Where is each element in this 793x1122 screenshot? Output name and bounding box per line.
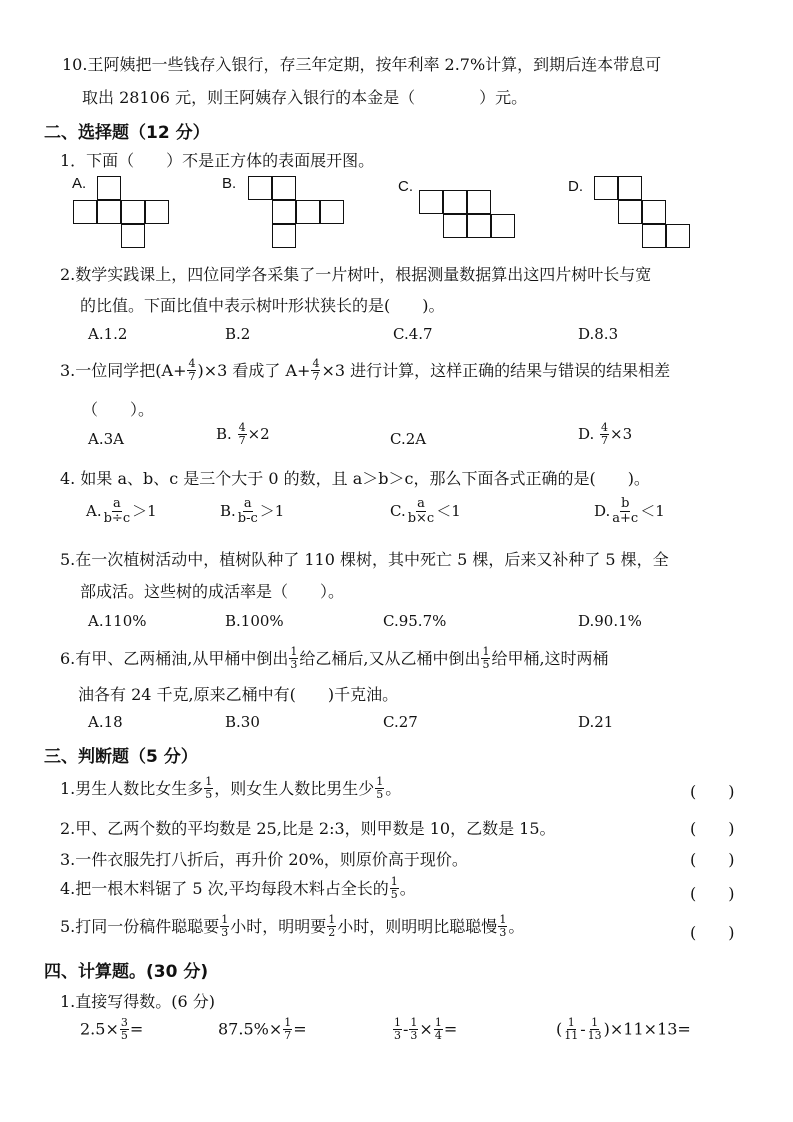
- s2-q6-opt-a: A.18: [88, 713, 123, 731]
- net-c-label: C.: [398, 178, 413, 195]
- s2-q2-opt-b: B.2: [225, 325, 251, 343]
- q10-line2: 取出 28106 元，则王阿姨存入银行的本金是（ ）元。: [82, 88, 528, 107]
- s2-q5-line1: 5.在一次植树活动中，植树队种了 110 棵树，其中死亡 5 棵，后来又补种了 5 棵，全: [60, 550, 669, 569]
- s2-q4-opt-d: D. $\frac{b}{a+c}$ ＜1: [594, 496, 665, 526]
- s2-q4-opt-c: C. $\frac{a}{b\times c}$ ＜1: [390, 496, 461, 526]
- s3-q5: 5.打同一份稿件聪聪要 $\frac{1}{3}$ 小时，明明要 $\frac{1}{2}$ 小时，则明明比聪聪慢 $\frac{1}{3}$ 。: [60, 913, 525, 939]
- s2-q6-opt-b: B.30: [225, 713, 260, 731]
- s2-q5-opt-d: D.90.1%: [578, 612, 642, 630]
- section3-title: 三、判断题（5 分）: [44, 747, 198, 767]
- s2-q2-opt-c: C.4.7: [393, 325, 433, 343]
- net-b-label: B.: [222, 175, 237, 192]
- s2-q3-line1: 3.一位同学把(A+ $\frac{4}{7}$ )×3 看成了 A+ $\frac{4}{7}$ ×3 进行计算，这样正确的结果与错误的结果相差: [60, 357, 671, 383]
- net-a-label: A.: [72, 175, 87, 192]
- s2-q1-stem: 1．下面（ ）不是正方体的表面展开图。: [60, 151, 375, 170]
- net-d-label: D.: [568, 178, 583, 195]
- s2-q5-line2: 部成活。这些树的成活率是（ ）。: [80, 582, 345, 601]
- s3-q4-answer-paren[interactable]: ( ): [690, 884, 735, 903]
- s3-q3: 3.一件衣服先打八折后，再升价 20%，则原价高于现价。: [60, 850, 468, 869]
- s2-q3-line2: （ ）。: [82, 400, 155, 419]
- s2-q4-opt-a: A. $\frac{a}{b\div c}$ ＞1: [86, 496, 157, 526]
- s2-q5-opt-a: A.110%: [88, 612, 147, 630]
- s2-q6-opt-c: C.27: [383, 713, 418, 731]
- section2-title: 二、选择题（12 分）: [44, 123, 210, 143]
- s2-q3-opt-c: C.2A: [390, 430, 427, 448]
- q10-line1: 10.王阿姨把一些钱存入银行，存三年定期，按年利率 2.7%计算，到期后连本带息可: [62, 55, 662, 74]
- s2-q6-opt-d: D.21: [578, 713, 614, 731]
- s3-q1: 1.男生人数比女生多 $\frac{1}{5}$ ，则女生人数比男生少 $\frac{1}{5}$ 。: [60, 775, 402, 801]
- s3-q4: 4.把一根木料锯了 5 次,平均每段木料占全长的 $\frac{1}{5}$ 。: [60, 875, 416, 901]
- s2-q2-opt-a: A.1.2: [88, 325, 128, 343]
- calc-expr-2: 87.5%× $\frac{1}{7}$ =: [218, 1016, 307, 1042]
- calc-expr-4: ( $\frac{1}{11}$ - $\frac{1}{13}$ )×11×13=: [556, 1016, 691, 1042]
- s3-q5-answer-paren[interactable]: ( ): [690, 923, 735, 942]
- s3-q2: 2.甲、乙两个数的平均数是 25,比是 2:3，则甲数是 10，乙数是 15。: [60, 819, 556, 838]
- s2-q2-opt-d: D.8.3: [578, 325, 619, 343]
- s2-q5-opt-c: C.95.7%: [383, 612, 447, 630]
- s2-q2-line1: 2.数学实践课上，四位同学各采集了一片树叶，根据测量数据算出这四片树叶长与宽: [60, 265, 652, 284]
- calc-expr-1: 2.5× $\frac{3}{5}$ =: [80, 1016, 144, 1042]
- s2-q3-opt-d: D. $\frac{4}{7}$ ×3: [578, 421, 633, 447]
- calc-expr-3: $\frac{1}{3}$ - $\frac{1}{3}$ × $\frac{1}{4}$ =: [394, 1016, 458, 1042]
- section4-title: 四、计算题。(30 分): [44, 962, 209, 982]
- s2-q4-stem: 4. 如果 a、b、c 是三个大于 0 的数，且 a＞b＞c，那么下面各式正确的是( )。: [60, 469, 650, 488]
- s3-q2-answer-paren[interactable]: ( ): [690, 819, 735, 838]
- s2-q6-line1: 6.有甲、乙两桶油,从甲桶中倒出 $\frac{1}{3}$ 给乙桶后,又从乙桶中倒出 $\frac{1}{5}$ 给甲桶,这时两桶: [60, 645, 609, 671]
- s3-q1-answer-paren[interactable]: ( ): [690, 782, 735, 801]
- s2-q3-opt-b: B. $\frac{4}{7}$ ×2: [216, 421, 270, 447]
- s2-q3-opt-a: A.3A: [88, 430, 124, 448]
- s4-sub1: 1.直接写得数。(6 分): [60, 992, 216, 1011]
- s3-q3-answer-paren[interactable]: ( ): [690, 850, 735, 869]
- s2-q4-opt-b: B. $\frac{a}{b-c}$ ＞1: [220, 496, 285, 526]
- s2-q6-line2: 油各有 24 千克,原来乙桶中有( )千克油。: [78, 685, 399, 704]
- s2-q2-line2: 的比值。下面比值中表示树叶形状狭长的是( )。: [80, 296, 445, 315]
- s2-q5-opt-b: B.100%: [225, 612, 284, 630]
